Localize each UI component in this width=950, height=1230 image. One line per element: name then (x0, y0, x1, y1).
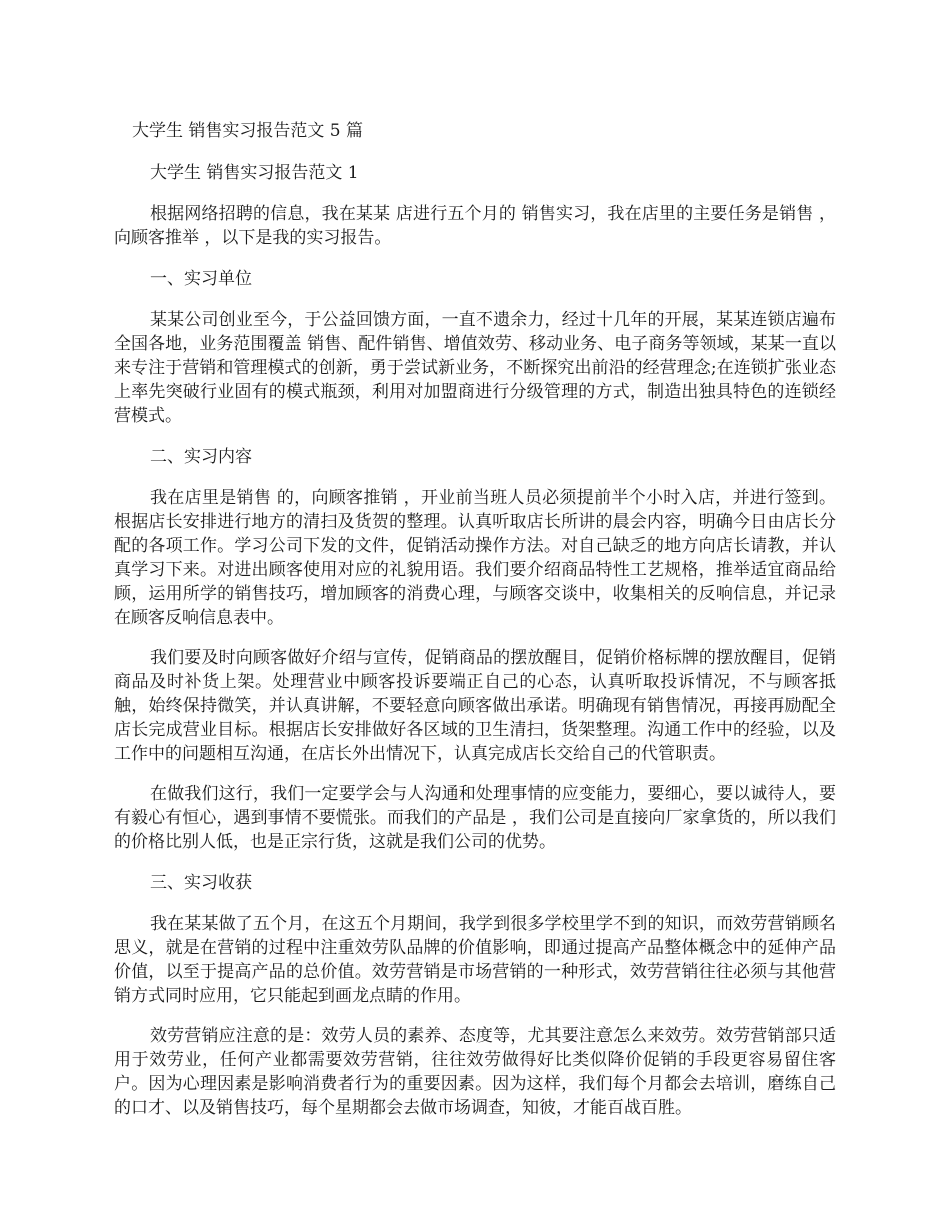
document-page (114, 118, 836, 1136)
paragraph: 我在某某做了五个月，在这五个月期间，我学到很多学校里学不到的知识，而效劳营销顾名思义，就是在营销的过程中注重效劳队品牌的价值影响，即通过提高产品整体概念中的延伸产品价值，以至于提高产品的总价值。效劳营销是市场营销的一种形式，效劳营销往往必须与其他营销方式同时应用，它只能起到画龙点睛的作用。 (114, 914, 836, 1006)
paragraph: 在做我们这行，我们一定要学会与人沟通和处理事情的应变能力，要细心，要以诚待人，要有毅心有恒心，遇到事情不要慌张。而我们的产品是 ，我们公司是直接向厂家拿货的，所以我们的价格比别人低，也是正宗行货，这就是我们公司的优势。 (114, 784, 836, 852)
paragraph: 效劳营销应注意的是：效劳人员的素养、态度等，尤其要注意怎么来效劳。效劳营销部只适用于效劳业，任何产业都需要效劳营销，往往效劳做得好比类似降价促销的手段更容易留住客户。因为心理因素是影响消费者行为的重要因素。因为这样，我们每个月都会去培训，磨练自己的口才、以及销售技巧，每个星期都会去做市场调查，知彼，才能百战百胜。 (114, 1026, 836, 1118)
paragraph: 某某公司创业至今，于公益回馈方面，一直不遗余力，经过十几年的开展，某某连锁店遍布全国各地，业务范围覆盖 销售、配件销售、增值效劳、移动业务、电子商务等领域，某某一直以来专注于营销和管理模式的创新，勇于尝试新业务，不断探究出前沿的经营理念;在连锁扩张业态上率先突破行业固有的模式瓶颈，利用对加盟商进行分级管理的方式，制造出独具特色的连锁经营模式。 (114, 310, 836, 426)
section-heading-internship-unit: 一、实习单位 (150, 269, 252, 289)
paragraph: 我在店里是销售 的，向顾客推销 ，开业前当班人员必须提前半个小时入店，并进行签到。根据店长安排进行地方的清扫及货贺的整理。认真听取店长所讲的晨会内容，明确今日由店长分配的各项工作。学习公司下发的文件，促销活动操作方法。对自己缺乏的地方向店长请教，并认真学习下来。对进出顾客使用对应的礼貌用语。我们要介绍商品特性工艺规格，推举适宜商品给顾，运用所学的销售技巧，增加顾客的消费心理，与顾客交谈中，收集相关的反响信息，并记录在顾客反响信息表中。 (114, 488, 836, 628)
report-subtitle: 大学生 销售实习报告范文 1 (150, 163, 359, 183)
paragraph: 我们要及时向顾客做好介绍与宣传，促销商品的摆放醒目，促销价格标牌的摆放醒目，促销商品及时补货上架。处理营业中顾客投诉要端正自己的心态，认真听取投诉情况，不与顾客抵触，始终保持微笑，并认真讲解，不要轻意向顾客做出承诺。明确现有销售情况，再接再励配全店长完成营业目标。根据店长安排做好各区域的卫生清扫，货架整理。沟通工作中的经验，以及工作中的问题相互沟通，在店长外出情况下，认真完成店长交给自己的代管职责。 (114, 648, 836, 764)
section-heading-internship-gains: 三、实习收获 (150, 873, 252, 893)
section-heading-internship-content: 二、实习内容 (150, 447, 252, 467)
document-title: 大学生 销售实习报告范文 5 篇 (132, 121, 364, 141)
intro-paragraph: 根据网络招聘的信息，我在某某 店进行五个月的 销售实习，我在店里的主要任务是销售 ，向顾客推举 ，以下是我的实习报告。 (114, 204, 836, 248)
